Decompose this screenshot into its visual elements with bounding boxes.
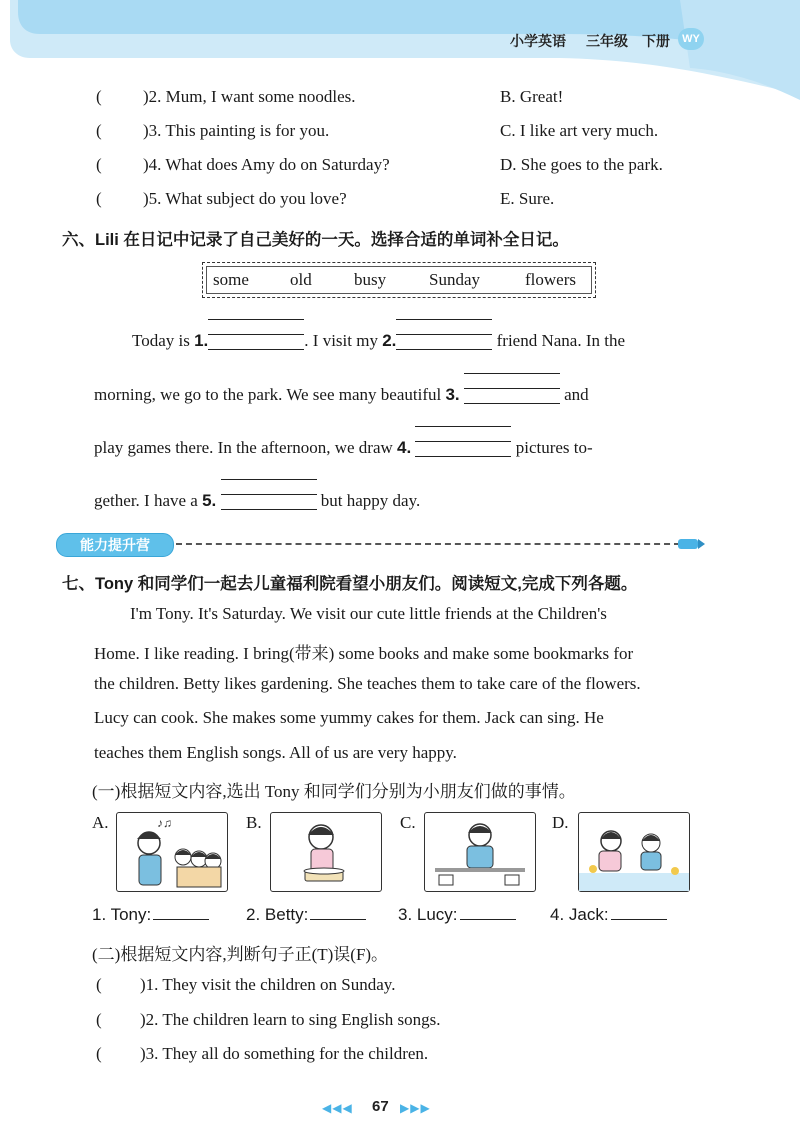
picture-singing: [116, 812, 228, 892]
question-text: )4. What does Amy do on Saturday?: [143, 155, 390, 174]
word-box: [202, 262, 596, 298]
word-option: flowers: [525, 270, 576, 289]
section6-title: 六、Lili 在日记中记录了自己美好的一天。选择合适的单词补全日记。: [62, 231, 569, 249]
prev-arrows-icon: ◀◀◀: [322, 1101, 353, 1115]
answer-betty: 2. Betty:: [246, 905, 366, 925]
blank-4[interactable]: [415, 434, 511, 464]
tf-paren[interactable]: (: [96, 1044, 102, 1063]
tf-item: )2. The children learn to sing English songs.: [140, 1010, 441, 1029]
tf-paren[interactable]: (: [96, 1010, 102, 1029]
picture-cooking: [270, 812, 382, 892]
blank-1[interactable]: [208, 327, 304, 357]
header-badge: WY: [678, 28, 704, 50]
paren-open: (: [96, 121, 102, 140]
question-text: )3. This painting is for you.: [143, 121, 330, 140]
word-option: Sunday: [429, 270, 480, 289]
word-option: busy: [354, 270, 387, 289]
paren-open: (: [96, 87, 102, 106]
passage-line: I'm Tony. It's Saturday. We visit our cute little friends at the Children's: [130, 604, 607, 623]
picture-gardening: [578, 812, 690, 892]
answer-jack: 4. Jack:: [550, 905, 667, 925]
answer-blank[interactable]: [611, 919, 667, 920]
answer-option: B. Great!: [500, 87, 564, 106]
passage-line: Home. I like reading. I bring(带来) some books and make some bookmarks for: [94, 644, 634, 663]
passage-line: teaches them English songs. All of us are very happy.: [94, 743, 457, 762]
question-text: )5. What subject do you love?: [143, 189, 347, 208]
ability-banner: 能力提升营: [56, 533, 174, 557]
section7-title: 七、Tony 和同学们一起去儿童福利院看望小朋友们。阅读短文,完成下列各题。: [62, 575, 638, 593]
picture-label: D.: [552, 813, 569, 832]
header-banner: [0, 0, 800, 105]
next-arrows-icon: ▶▶▶: [400, 1101, 431, 1115]
picture-bookmarks: [424, 812, 536, 892]
diary-line-3: play games there. In the afternoon, we draw 4. pictures to-: [94, 434, 593, 464]
answer-lucy: 3. Lucy:: [398, 905, 516, 925]
header-subject: 小学英语: [510, 33, 566, 49]
diary-line-4: gether. I have a 5. but happy day.: [94, 487, 420, 517]
diary-line-2: morning, we go to the park. We see many beautiful 3. and: [94, 381, 589, 411]
picture-label: A.: [92, 813, 109, 832]
blank-5[interactable]: [221, 487, 317, 517]
blank-2[interactable]: [396, 327, 492, 357]
paren-open: (: [96, 155, 102, 174]
svg-text:♪♫: ♪♫: [157, 816, 172, 830]
diary-line-1: Today is 1. . I visit my 2. friend Nana. In the: [132, 327, 625, 357]
tf-item: )3. They all do something for the children.: [140, 1044, 429, 1063]
header-volume: 下册: [642, 33, 670, 49]
answer-option: E. Sure.: [500, 189, 555, 208]
word-option: old: [290, 270, 312, 289]
part1-title: (一)根据短文内容,选出 Tony 和同学们分别为小朋友们做的事情。: [92, 782, 576, 801]
word-option: some: [213, 270, 249, 289]
picture-label: B.: [246, 813, 262, 832]
answer-blank[interactable]: [153, 919, 209, 920]
answer-blank[interactable]: [310, 919, 366, 920]
banner-dashed-line: [176, 543, 680, 545]
part2-title: (二)根据短文内容,判断句子正(T)误(F)。: [92, 945, 389, 964]
question-text: )2. Mum, I want some noodles.: [143, 87, 356, 106]
answer-option: C. I like art very much.: [500, 121, 659, 140]
answer-option: D. She goes to the park.: [500, 155, 663, 174]
tf-paren[interactable]: (: [96, 975, 102, 994]
passage-line: Lucy can cook. She makes some yummy cakes for them. Jack can sing. He: [94, 708, 604, 727]
page-number: 67: [372, 1098, 389, 1115]
passage-line: the children. Betty likes gardening. She teaches them to take care of the flowers.: [94, 674, 641, 693]
blank-3[interactable]: [464, 381, 560, 411]
paren-open: (: [96, 189, 102, 208]
answer-tony: 1. Tony:: [92, 905, 209, 925]
tf-item: )1. They visit the children on Sunday.: [140, 975, 396, 994]
answer-blank[interactable]: [460, 919, 516, 920]
header-grade: 三年级: [586, 33, 628, 49]
pencil-icon: [676, 536, 706, 552]
picture-label: C.: [400, 813, 416, 832]
